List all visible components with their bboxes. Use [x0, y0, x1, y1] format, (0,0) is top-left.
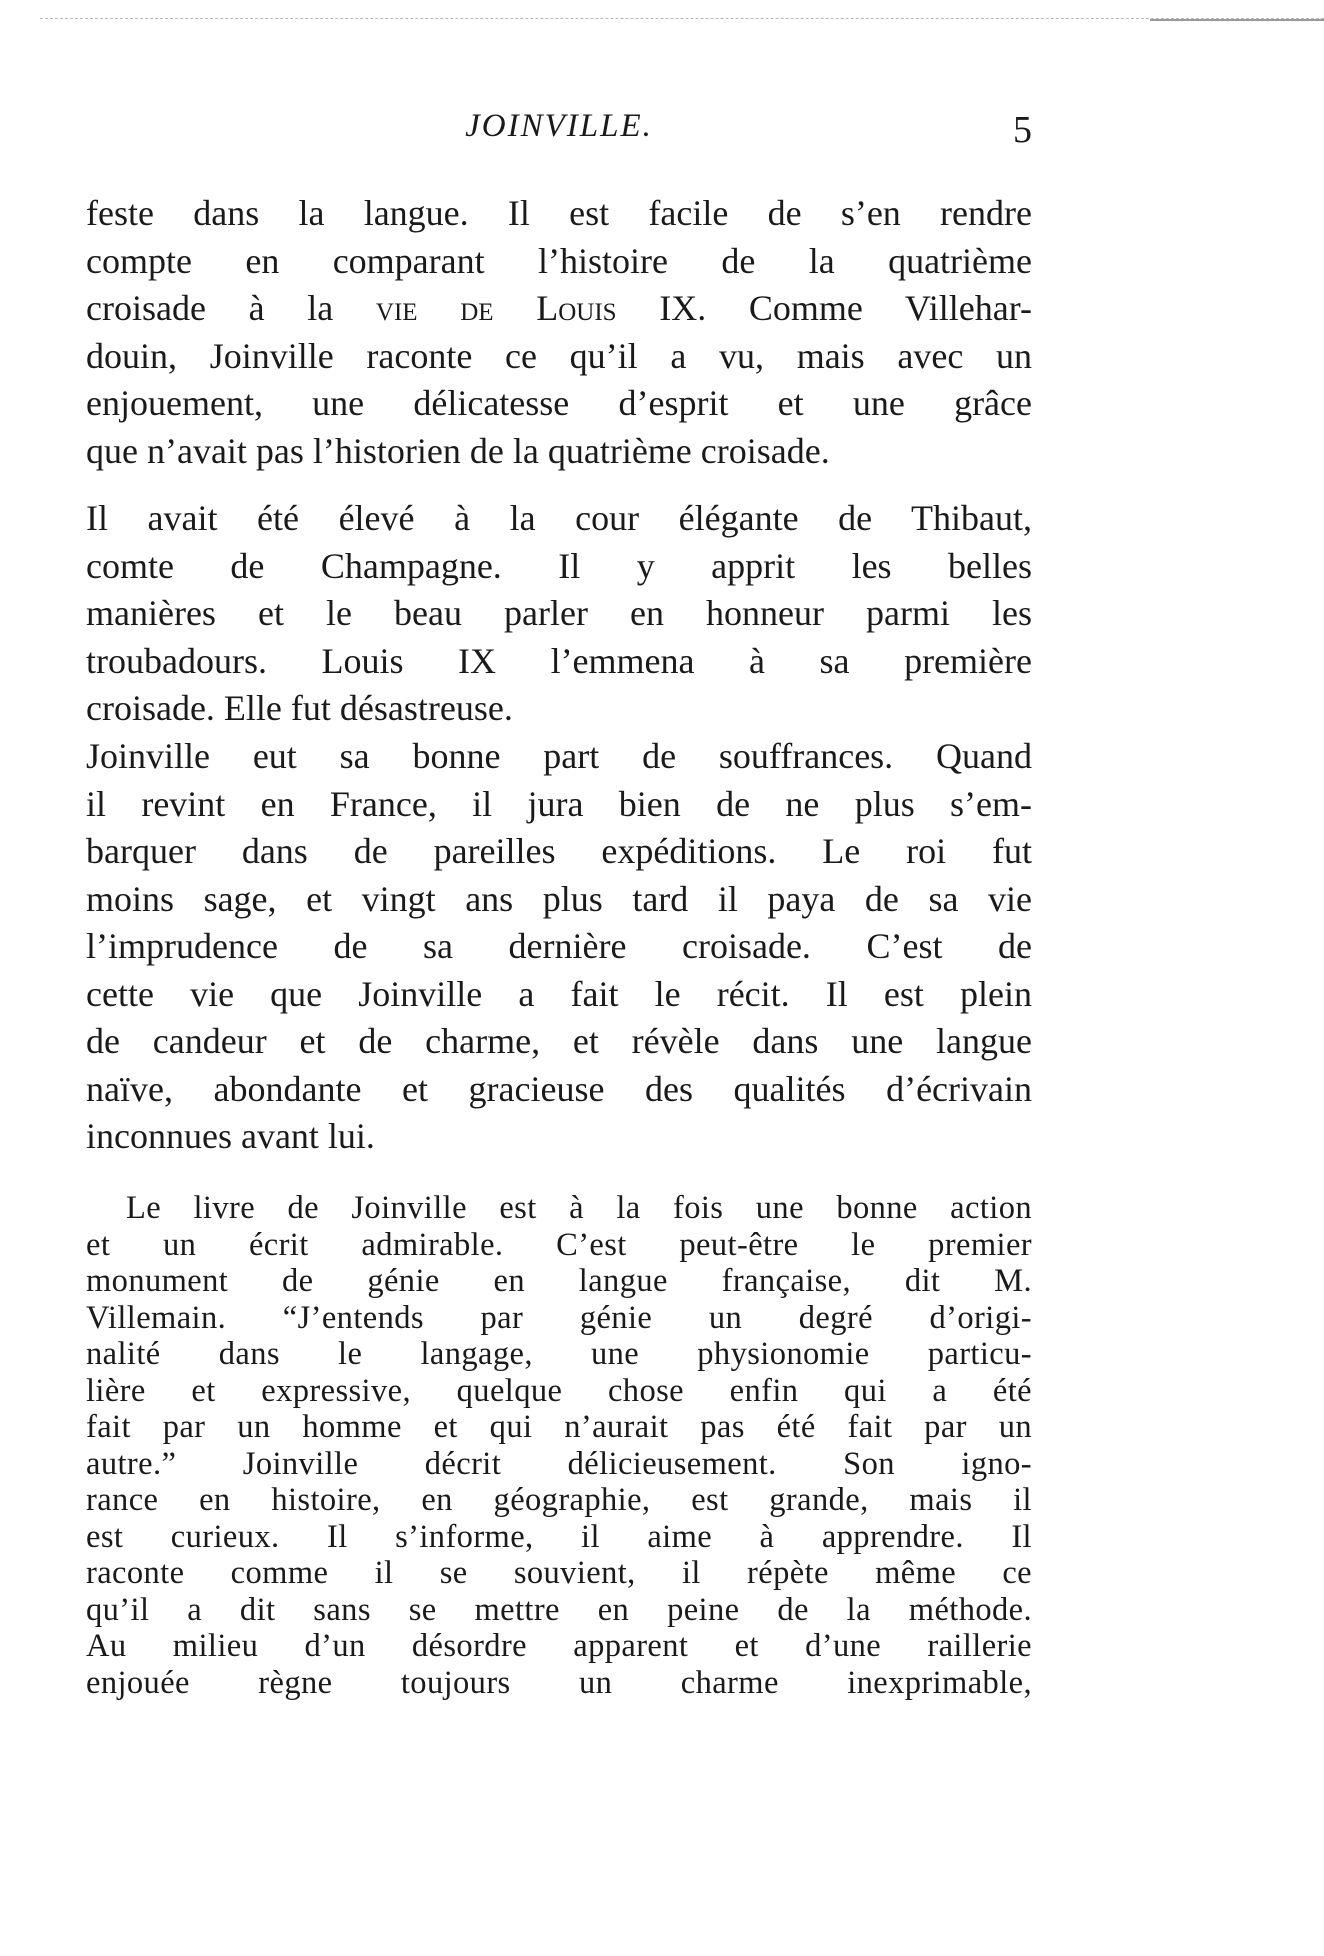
- text-line: rance en histoire, en géographie, est grande, mais il: [86, 1482, 1032, 1518]
- text-line: Joinville eut sa bonne part de souffrances. Quand: [86, 736, 1032, 776]
- text-line: nalité dans le langage, une physionomie particu-: [86, 1336, 1032, 1372]
- text-line: inconnues avant lui.: [86, 1116, 375, 1156]
- text-line: croisade. Elle fut désastreuse.: [86, 688, 513, 728]
- text-line: fait par un homme et qui n’aurait pas été fait par un: [86, 1409, 1032, 1445]
- text-segment: croisade à la: [86, 288, 376, 328]
- top-edge-rule-solid: [1150, 19, 1324, 21]
- text-line: de candeur et de charme, et révèle dans une langue: [86, 1021, 1032, 1061]
- text-line: barquer dans de pareilles expéditions. Le roi fut: [86, 831, 1032, 871]
- small-caps-title: vie de Louis: [375, 288, 617, 328]
- page-number: 5: [1013, 109, 1032, 151]
- paragraph-4-quotation: [86, 1190, 1032, 1701]
- text-line: enjouement, une délicatesse d’esprit et une grâce: [86, 383, 1032, 423]
- paragraph-3: [86, 733, 1032, 1161]
- text-line: naïve, abondante et gracieuse des qualités d’écrivain: [86, 1068, 1032, 1109]
- text-line: douin, Joinville raconte ce qu’il a vu, mais avec un: [86, 335, 1032, 376]
- text-line: l’imprudence de sa dernière croisade. C’est de: [86, 926, 1032, 966]
- text-line: moins sage, et vingt ans plus tard il paya de sa vie: [86, 878, 1032, 919]
- running-head-title: JOINVILLE.: [465, 108, 653, 144]
- text-line: Au milieu d’un désordre apparent et d’une raillerie: [86, 1628, 1032, 1664]
- text-line: et un écrit admirable. C’est peut-être le premier: [86, 1226, 1032, 1263]
- text-line: comte de Champagne. Il y apprit les belles: [86, 545, 1032, 586]
- text-line: raconte comme il se souvient, il répète même ce: [86, 1555, 1032, 1591]
- text-line: Villemain. “J’entends par génie un degré d’origi-: [86, 1299, 1032, 1336]
- text-line: manières et le beau parler en honneur parmi les: [86, 593, 1032, 633]
- text-line: est curieux. Il s’informe, il aime à apprendre. Il: [86, 1518, 1032, 1555]
- text-line: Il avait été élevé à la cour élégante de Thibaut,: [86, 498, 1032, 538]
- top-edge-rule: [40, 18, 1324, 19]
- text-line: lière et expressive, quelque chose enfin qui a été: [86, 1372, 1032, 1409]
- text-line: enjouée règne toujours un charme inexprimable,: [86, 1664, 1032, 1701]
- text-line: il revint en France, il jura bien de ne plus s’em-: [86, 783, 1032, 824]
- text-line: monument de génie en langue française, dit M.: [86, 1263, 1032, 1299]
- text-line: troubadours. Louis IX l’emmena à sa première: [86, 640, 1032, 681]
- text-line: que n’avait pas l’historien de la quatrième croisade.: [86, 430, 830, 471]
- text-segment: IX. Comme Villehar-: [616, 288, 1032, 328]
- text-line: Le livre de Joinville est à la fois une bonne action: [126, 1190, 1032, 1226]
- text-line: qu’il a dit sans se mettre en peine de la méthode.: [86, 1591, 1032, 1628]
- running-head: [86, 108, 1032, 158]
- text-line: compte en comparant l’histoire de la quatrième: [86, 240, 1032, 281]
- text-line-mixed: [86, 285, 1032, 333]
- paragraph-1: [86, 190, 1032, 475]
- text-line: cette vie que Joinville a fait le récit. Il est plein: [86, 973, 1032, 1014]
- text-line: feste dans la langue. Il est facile de s’en rendre: [86, 193, 1032, 233]
- paragraph-2: [86, 495, 1032, 733]
- text-line: autre.” Joinville décrit délicieusement. Son igno-: [86, 1445, 1032, 1482]
